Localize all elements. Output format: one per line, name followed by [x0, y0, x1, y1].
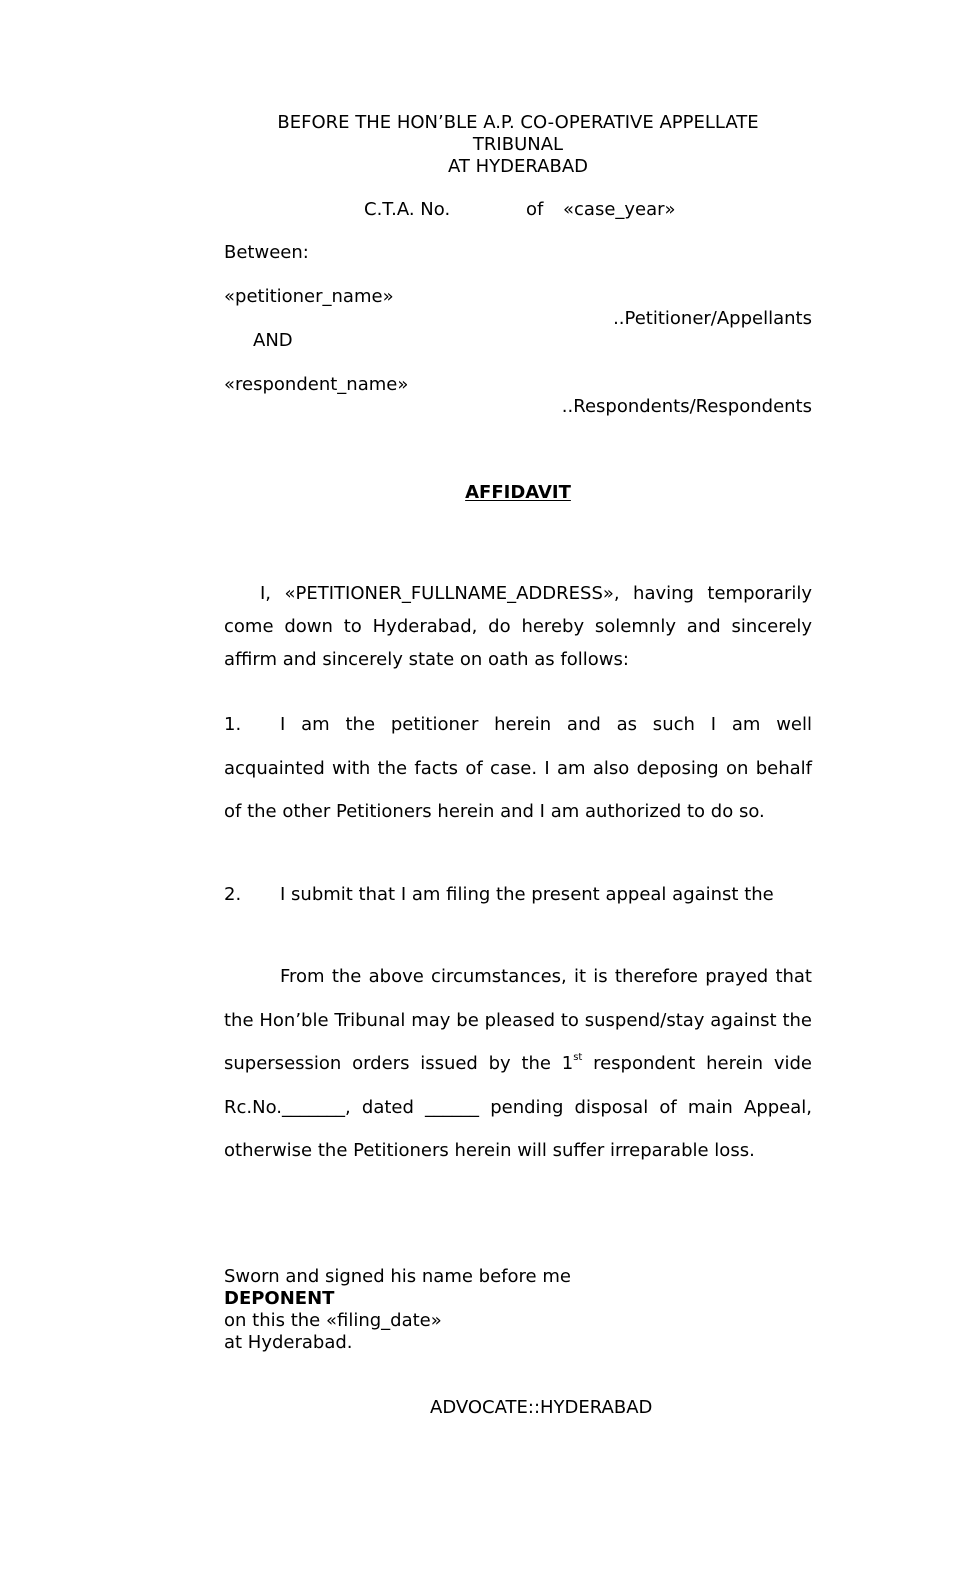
paragraph-1-text: I am the petitioner herein and as such I am well acquainted with the facts of case. I am also deposing on behalf of the other Petitioners herein and I am authorized to do so.: [224, 714, 812, 822]
paragraph-2-text: I submit that I am filing the present appeal against the: [280, 884, 774, 905]
court-heading-line-3: AT HYDERABAD: [447, 156, 588, 177]
sworn-line: Sworn and signed his name before me: [224, 1266, 571, 1287]
paragraph-2-number: 2.: [224, 884, 242, 905]
respondent-name: «respondent_name»: [224, 374, 409, 395]
between-label: Between:: [224, 242, 309, 263]
document-title: [224, 482, 812, 504]
paragraph-1: [224, 703, 812, 834]
prayer-text-after: respondent herein vide Rc.No._______, dated ______ pending disposal of main Appeal, otherwise the Petitioners herein will suffer irreparable loss.: [224, 1053, 812, 1162]
case-number-label: C.T.A. No.: [364, 199, 451, 220]
place-line: at Hyderabad.: [224, 1332, 353, 1353]
deponent-label: DEPONENT: [224, 1288, 335, 1309]
respondent-role: ..Respondents/Respondents: [561, 396, 812, 417]
court-heading: [224, 112, 812, 178]
affidavit-page: [224, 0, 812, 1580]
advocate-label: ADVOCATE::HYDERABAD: [430, 1397, 653, 1418]
signature-block: [224, 1266, 571, 1354]
petitioner-name: «petitioner_name»: [224, 286, 394, 307]
case-number-of: of: [526, 199, 544, 220]
prayer-superscript: st: [573, 1052, 583, 1064]
paragraph-1-number: 1.: [224, 714, 242, 735]
affidavit-title: AFFIDAVIT: [465, 482, 571, 503]
paragraph-2: [224, 884, 812, 906]
prayer-text-before: From the above circumstances, it is therefore prayed that the Hon’ble Tribunal may be pleased to suspend/stay against the supersession orders issued by the 1: [224, 966, 812, 1075]
petitioner-role: ..Petitioner/Appellants: [613, 308, 812, 329]
and-label: AND: [253, 330, 293, 351]
filing-date-line: on this the «filing_date»: [224, 1310, 442, 1331]
case-year: «case_year»: [563, 199, 676, 220]
prayer-paragraph: [224, 955, 812, 1173]
court-heading-line-2: TRIBUNAL: [472, 134, 564, 155]
intro-paragraph: I, «PETITIONER_FULLNAME_ADDRESS», having temporarily come down to Hyderabad, do hereby solemnly and sincerely affirm and sincerely state on oath as follows:: [224, 583, 812, 670]
court-heading-line-1: BEFORE THE HON’BLE A.P. CO-OPERATIVE APPELLATE: [277, 112, 759, 133]
